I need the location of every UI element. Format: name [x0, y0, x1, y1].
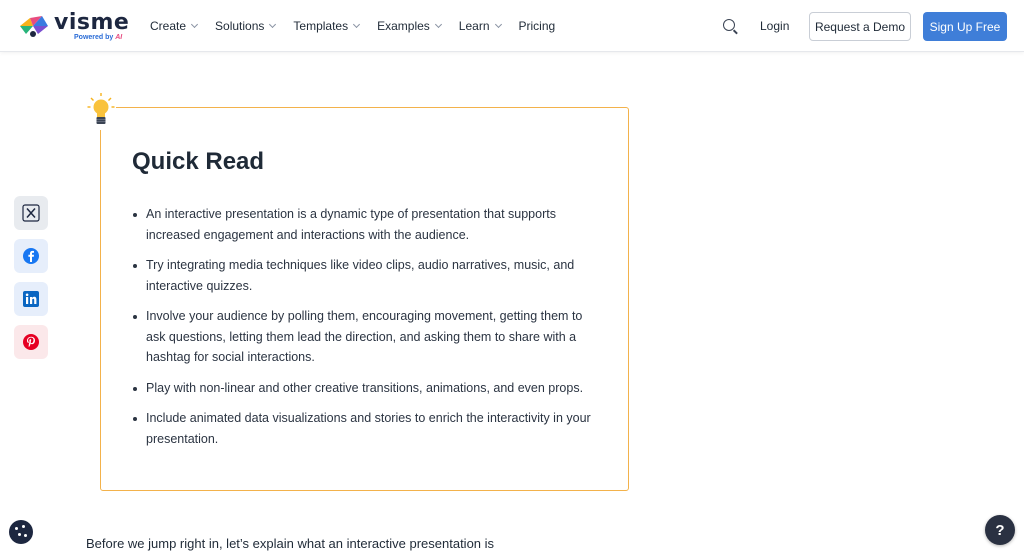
quick-read-title: Quick Read — [132, 148, 265, 175]
share-linkedin-button[interactable] — [14, 282, 48, 316]
brand-name: visme — [54, 10, 130, 35]
help-button[interactable]: ? — [985, 515, 1015, 545]
share-pinterest-button[interactable] — [14, 325, 48, 359]
list-item: Play with non-linear and other creative transitions, animations, and even props. — [132, 378, 602, 399]
list-item: Include animated data visualizations and stories to enrich the interactivity in your presentation. — [132, 408, 602, 449]
lightbulb-icon — [86, 92, 116, 130]
chevron-down-icon — [191, 21, 198, 28]
pinterest-icon — [22, 333, 40, 351]
x-icon — [22, 204, 40, 222]
sign-up-button[interactable]: Sign Up Free — [923, 12, 1007, 41]
list-item: Involve your audience by polling them, encouraging movement, getting them to ask questions, letting them lead the direction, and asking them to share with a hashtag for social interactions. — [132, 306, 602, 368]
chevron-down-icon — [435, 21, 442, 28]
brand-tagline: Powered by AI — [74, 34, 123, 41]
chevron-down-icon — [494, 21, 501, 28]
article-intro-text: Before we jump right in, let’s explain what an interactive presentation is — [86, 536, 495, 551]
nav-item-learn[interactable]: Learn — [459, 19, 501, 33]
facebook-icon — [22, 247, 40, 265]
chevron-down-icon — [353, 21, 360, 28]
quick-read-card — [100, 107, 629, 491]
nav-item-create[interactable]: Create — [150, 19, 197, 33]
chevron-down-icon — [269, 21, 276, 28]
linkedin-icon — [22, 290, 40, 308]
quick-read-list — [132, 204, 602, 459]
list-item: Try integrating media techniques like video clips, audio narratives, music, and interactive quizzes. — [132, 255, 602, 296]
request-demo-button[interactable]: Request a Demo — [809, 12, 911, 41]
visme-logo-icon — [16, 12, 50, 40]
cookie-settings-icon[interactable] — [9, 520, 33, 544]
site-header — [0, 0, 1024, 52]
login-link[interactable]: Login — [760, 19, 790, 33]
nav-item-templates[interactable]: Templates — [293, 19, 359, 33]
nav-item-examples[interactable]: Examples — [377, 19, 441, 33]
list-item: An interactive presentation is a dynamic type of presentation that supports increased engagement and interactions with the audience. — [132, 204, 602, 245]
search-icon[interactable] — [723, 19, 735, 31]
nav-item-pricing[interactable]: Pricing — [518, 19, 556, 33]
nav-item-solutions[interactable]: Solutions — [215, 19, 275, 33]
visme-logo[interactable] — [16, 12, 129, 42]
share-x-button[interactable] — [14, 196, 48, 230]
share-facebook-button[interactable] — [14, 239, 48, 273]
main-nav — [150, 0, 573, 52]
